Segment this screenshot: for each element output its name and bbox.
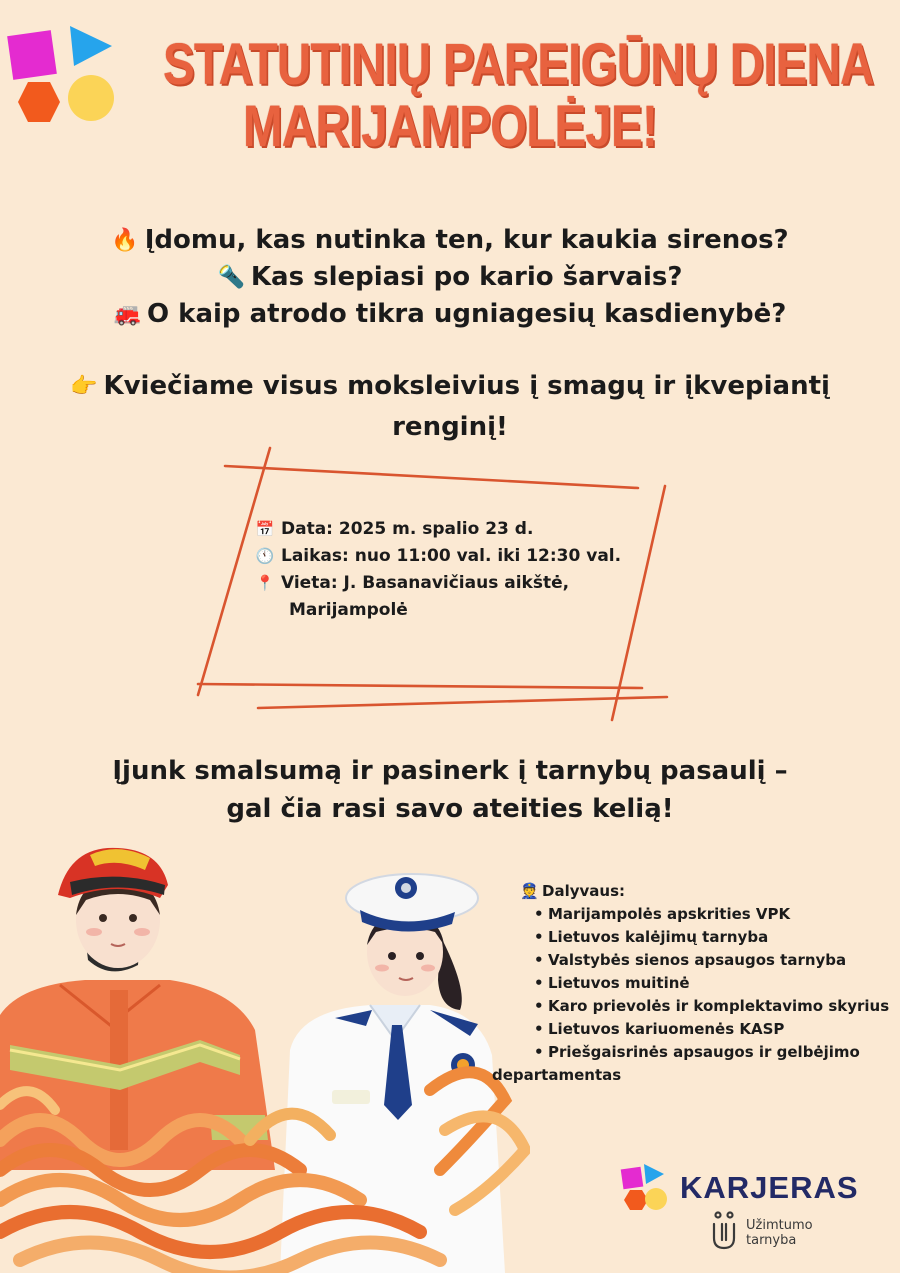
list-item: • Karo prievolės ir komplektavimo skyrius — [548, 995, 900, 1018]
fire-icon: 🔥 — [111, 228, 139, 253]
yellow-circle — [68, 75, 114, 121]
place-row: 📍 Vieta: J. Basanavičiaus aikštė, — [255, 570, 621, 597]
officer-icon: 👮 — [520, 882, 539, 900]
frame-line-top — [225, 466, 638, 488]
invite-text: 👉 Kviečiame visus moksleivius į smagų ir įkvepiantį renginį! — [60, 366, 840, 447]
participants-list — [492, 880, 900, 1087]
karjeras-logo-text: KARJERAS — [680, 1170, 859, 1205]
frame-line-bottom-2 — [258, 697, 667, 708]
orange-hexagon — [18, 82, 60, 122]
question-2: 🔦 Kas slepiasi po kario šarvais? — [60, 259, 840, 296]
karjeras-logo-icon — [618, 1160, 674, 1214]
blue-triangle — [70, 26, 112, 66]
frame-line-bottom-1 — [198, 684, 642, 688]
place-row-2: Marijampolė — [289, 600, 408, 620]
list-item: • Lietuvos muitinė — [548, 972, 900, 995]
list-item: • Lietuvos kariuomenės KASP — [548, 1018, 900, 1041]
questions-block — [60, 222, 840, 333]
question-3: 🚒 O kaip atrodo tikra ugniagesių kasdienybė? — [60, 296, 840, 333]
participants-heading: 👮 Dalyvaus: — [520, 880, 900, 903]
shapes-decoration — [0, 0, 130, 135]
list-item-continuation: departamentas — [492, 1066, 622, 1084]
pointing-hand-icon: 👉 — [70, 374, 98, 399]
list-item: • Valstybės sienos apsaugos tarnyba — [548, 949, 900, 972]
pin-icon: 📍 — [255, 574, 275, 592]
event-details — [255, 516, 621, 624]
title-line-2: MARIJAMPOLĖJE! — [243, 94, 657, 159]
list-item: • Lietuvos kalėjimų tarnyba — [548, 926, 900, 949]
flashlight-icon: 🔦 — [217, 265, 245, 290]
time-row: 🕚 Laikas: nuo 11:00 val. iki 12:30 val. — [255, 543, 621, 570]
clock-icon: 🕚 — [255, 547, 275, 565]
curiosity-text: Įjunk smalsumą ir pasinerk į tarnybų pasaulį – gal čia rasi savo ateities kelią! — [112, 756, 788, 824]
calendar-icon: 📅 — [255, 520, 275, 538]
uzimtumo-logo-text: Užimtumo tarnyba — [746, 1218, 813, 1248]
title-line-1: STATUTINIŲ PAREIGŪNŲ DIENA — [163, 32, 874, 97]
officers-illustration — [0, 840, 530, 1273]
page-title — [163, 32, 874, 159]
date-row: 📅 Data: 2025 m. spalio 23 d. — [255, 516, 621, 543]
fire-truck-icon: 🚒 — [113, 302, 142, 327]
question-1: 🔥 Įdomu, kas nutinka ten, kur kaukia sirenos? — [60, 222, 840, 259]
list-item: • Priešgaisrinės apsaugos ir gelbėjimo — [548, 1041, 900, 1064]
magenta-square — [7, 30, 57, 80]
uzimtumo-logo-icon — [708, 1210, 740, 1254]
list-item: • Marijampolės apskrities VPK — [548, 903, 900, 926]
